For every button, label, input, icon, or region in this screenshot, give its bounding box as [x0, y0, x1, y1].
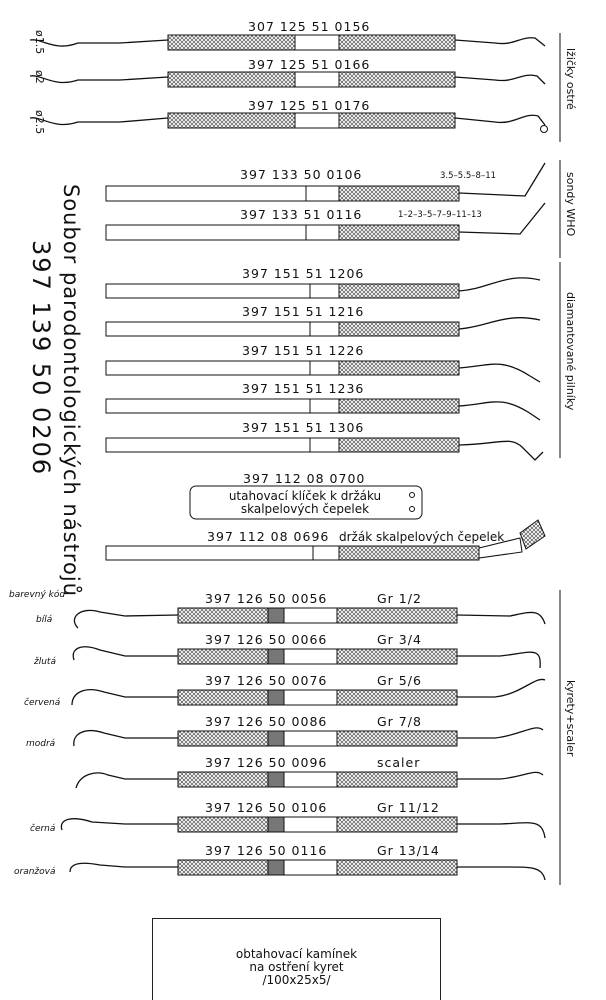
curette-6-grade: Gr 11/12	[377, 800, 440, 815]
curette-2	[73, 647, 540, 668]
set-number: 397 139 50 0206	[27, 240, 55, 477]
color-code-label: barevný kód	[9, 590, 66, 600]
holder-label: držák skalpelových čepelek	[339, 530, 505, 544]
holder-code: 397 112 08 0696	[207, 529, 330, 544]
stone-line1: obtahovací kamínek	[235, 947, 358, 961]
curette-1	[74, 608, 545, 628]
curette-3-grade: Gr 5/6	[377, 673, 422, 688]
who-1-marks: 3.5–5.5–8–11	[440, 171, 497, 181]
diamond-3-code: 397 151 51 1226	[242, 343, 365, 358]
stone-line3: /100x25x5/	[262, 973, 331, 987]
curette-6-color: černá	[30, 824, 56, 834]
scaler	[76, 772, 543, 788]
set-title: Soubor parodontologických nástrojů	[59, 184, 83, 598]
stone-line2: na ostření kyret	[249, 960, 344, 974]
diamond-5-code: 397 151 51 1306	[242, 420, 365, 435]
probes-group-label: lžičky ostré	[564, 48, 577, 110]
who-group-label: sondy WHO	[564, 172, 577, 237]
probe-2-code: 397 125 51 0166	[248, 57, 371, 72]
who-2-marks: 1–2–3–5–7–9–11–13	[398, 210, 482, 220]
who-2-code: 397 133 51 0116	[240, 207, 363, 222]
curette-7-grade: Gr 13/14	[377, 843, 440, 858]
curette-2-code: 397 126 50 0066	[205, 632, 328, 647]
curette-4-color: modrá	[26, 739, 56, 749]
key-line2: skalpelových čepelek	[240, 502, 370, 516]
curette-4	[74, 728, 543, 746]
diamond-file-2	[106, 318, 540, 336]
curette-probe-1	[30, 35, 545, 50]
curette-7-color: oranžová	[14, 867, 56, 877]
curette-1-code: 397 126 50 0056	[205, 591, 328, 606]
probe-1-size: ø1.5	[33, 30, 46, 55]
curette-2-color: žlutá	[34, 657, 56, 667]
probe-3-code: 397 125 51 0176	[248, 98, 371, 113]
who-1-code: 397 133 50 0106	[240, 167, 363, 182]
curette-6	[61, 817, 545, 838]
curette-3-color: červená	[24, 698, 61, 708]
diamond-2-code: 397 151 51 1216	[242, 304, 365, 319]
scaler-grade: scaler	[377, 755, 421, 770]
curette-1-color: bílá	[36, 615, 53, 625]
probe-3-size: ø2.5	[33, 110, 46, 135]
curette-1-grade: Gr 1/2	[377, 591, 422, 606]
scaler-code: 397 126 50 0096	[205, 755, 328, 770]
curette-4-grade: Gr 7/8	[377, 714, 422, 729]
diamond-file-4	[106, 399, 540, 420]
curette-probe-2	[30, 72, 545, 87]
probe-1-code: 307 125 51 0156	[248, 19, 371, 34]
diamond-file-5	[106, 438, 543, 460]
probe-2-size: ø2	[33, 70, 46, 84]
key-code: 397 112 08 0700	[243, 471, 366, 486]
diamond-file-3	[106, 361, 540, 382]
curette-probe-3	[30, 113, 548, 133]
curette-7	[70, 860, 545, 880]
diamond-1-code: 397 151 51 1206	[242, 266, 365, 281]
curette-6-code: 397 126 50 0106	[205, 800, 328, 815]
sharpening-stone-box	[152, 918, 441, 1000]
curettes-group-label: kyrety+scaler	[564, 680, 577, 757]
curette-2-grade: Gr 3/4	[377, 632, 422, 647]
key-line1: utahovací klíček k držáku	[228, 489, 382, 503]
curette-7-code: 397 126 50 0116	[205, 843, 328, 858]
diamond-4-code: 397 151 51 1236	[242, 381, 365, 396]
curette-4-code: 397 126 50 0086	[205, 714, 328, 729]
diamond-group-label: diamantované pilníky	[564, 292, 577, 411]
curette-3-code: 397 126 50 0076	[205, 673, 328, 688]
